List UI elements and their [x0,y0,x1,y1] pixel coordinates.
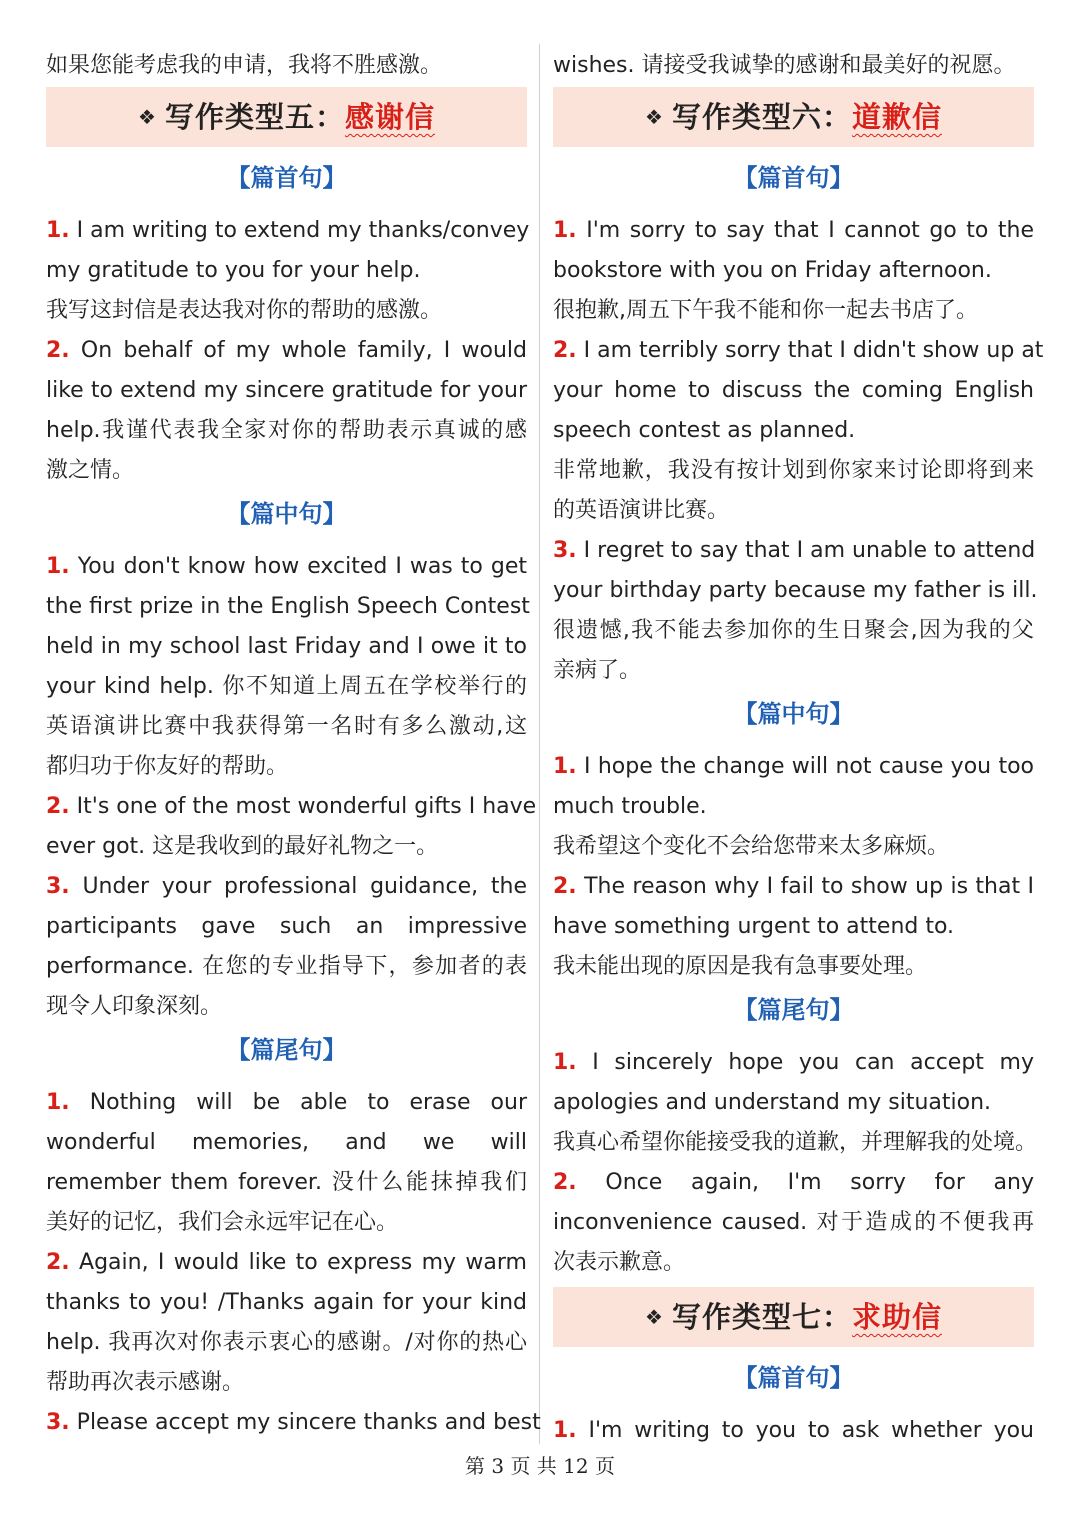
sentence-line: speech contest as planned. [553,418,856,443]
translation-line: 都归功于你友好的帮助。 [46,754,289,779]
translation-line: 我希望这个变化不会给您带来太多麻烦。 [553,834,950,859]
item-number: 2. [46,794,70,819]
item-number: 1. [46,218,70,243]
translation-line: 我未能出现的原因是我有急事要处理。 [553,954,928,979]
section-title-accent: 求助信 [851,1300,942,1334]
text-line: wishes. 请接受我诚挚的感谢和最美好的祝愿。 [553,53,1016,78]
translation-line: 英语演讲比赛中我获得第一名时有多么激动,这 [46,714,527,739]
item-number: 3. [553,538,577,563]
sentence-line: inconvenience caused. 对于造成的不便我再 [553,1210,1034,1235]
sentence-line: 1. I'm writing to you to ask whether you [553,1418,1034,1443]
translation-line: 的英语演讲比赛。 [553,498,730,523]
sentence-line: 2. It's one of the most wonderful gifts I have [46,794,537,819]
item-number: 2. [46,338,70,363]
translation-line: 我真心希望你能接受我的道歉，并理解我的处境。 [553,1130,1038,1155]
sentence-line: 1. You don't know how excited I was to get [46,554,527,579]
subheading-body: 【篇中句】 [733,700,854,728]
diamond-bullet-icon: ❖ [645,1305,664,1329]
sentence-line: 2. I am terribly sorry that I didn't show up at [553,338,1044,363]
section-title-label: 写作类型五： [164,100,345,134]
translation-line: 很抱歉,周五下午我不能和你一起去书店了。 [553,298,978,323]
item-number: 1. [46,1090,70,1115]
translation-line: 帮助再次表示感谢。 [46,1370,245,1395]
sentence-line: 1. I am writing to extend my thanks/convey [46,218,530,243]
sentence-line: 1. I'm sorry to say that I cannot go to the [553,218,1034,243]
sentence-line: 2. On behalf of my whole family, I would [46,338,527,363]
subheading-closing: 【篇尾句】 [733,996,854,1024]
sentence-line: ever got. 这是我收到的最好礼物之一。 [46,834,439,859]
sentence-line: help. 我再次对你表示衷心的感谢。/对你的热心 [46,1330,527,1355]
sentence-line: my gratitude to you for your help. [46,258,421,283]
translation-line: 非常地歉，我没有按计划到你家来讨论即将到来 [553,458,1034,483]
left-column [46,46,541,1443]
section-title-thank-you-letter [46,87,527,147]
sentence-line: 1. I sincerely hope you can accept my [553,1050,1034,1075]
subheading-body: 【篇中句】 [226,500,347,528]
sentence-line: 3. Please accept my sincere thanks and best [46,1410,541,1435]
item-number: 3. [46,1410,70,1435]
subheading-opening: 【篇首句】 [733,164,854,192]
sentence-line: have something urgent to attend to. [553,914,955,939]
item-number: 1. [553,1050,577,1075]
subheading-opening: 【篇首句】 [226,164,347,192]
translation-line: 亲病了。 [553,658,642,683]
sentence-line: 1. I hope the change will not cause you too [553,754,1034,779]
sentence-line: thanks to you! /Thanks again for your kind [46,1290,527,1315]
section-title-help-letter [553,1287,1034,1347]
item-number: 3. [46,874,70,899]
sentence-line: your home to discuss the coming English [553,378,1034,403]
item-number: 2. [553,338,577,363]
sentence-line: much trouble. [553,794,707,819]
page-footer: 第 3 页 共 12 页 [465,1454,615,1478]
sentence-line: participants gave such an impressive [46,914,527,939]
subheading-opening: 【篇首句】 [733,1364,854,1392]
sentence-line: performance. 在您的专业指导下，参加者的表 [46,954,527,979]
translation-line: 很遗憾,我不能去参加你的生日聚会,因为我的父 [553,618,1034,643]
sentence-line: 3. Under your professional guidance, the [46,874,527,899]
sentence-line: held in my school last Friday and I owe it to [46,634,527,659]
translation-line: 美好的记忆，我们会永远牢记在心。 [46,1210,399,1235]
translation-line: 次表示歉意。 [553,1250,686,1275]
translation-line: 激之情。 [46,458,135,483]
sentence-line: remember them forever. 没什么能抹掉我们 [46,1170,527,1195]
sentence-line: wonderful memories, and we will [46,1130,527,1155]
sentence-line: 2. The reason why I fail to show up is that I [553,874,1035,899]
translation-line: 我写这封信是表达我对你的帮助的感激。 [46,298,443,323]
text-line: 如果您能考虑我的申请，我将不胜感激。 [46,53,443,78]
diamond-bullet-icon: ❖ [138,105,157,129]
sentence-line: 2. Once again, I'm sorry for any [553,1170,1035,1195]
sentence-line: your kind help. 你不知道上周五在学校举行的 [46,674,527,699]
sentence-line: 2. Again, I would like to express my warm [46,1250,527,1275]
item-number: 1. [46,554,70,579]
item-number: 1. [553,1418,577,1443]
item-number: 2. [553,1170,577,1195]
right-column [553,46,1044,1451]
section-title-apology-letter [553,87,1034,147]
sentence-line: bookstore with you on Friday afternoon. [553,258,992,283]
sentence-line: the first prize in the English Speech Contest [46,594,530,619]
sentence-line: apologies and understand my situation. [553,1090,992,1115]
item-number: 1. [553,218,577,243]
diamond-bullet-icon: ❖ [645,105,664,129]
translation-line: 现令人印象深刻。 [46,994,223,1019]
subheading-closing: 【篇尾句】 [226,1036,347,1064]
section-title-accent: 感谢信 [344,100,435,134]
sentence-line: help.我谨代表我全家对你的帮助表示真诚的感 [46,418,527,443]
sentence-line: 1. Nothing will be able to erase our [46,1090,527,1115]
section-title-label: 写作类型七： [671,1300,852,1334]
sentence-line: your birthday party because my father is ill. [553,578,1038,603]
item-number: 2. [553,874,577,899]
item-number: 1. [553,754,577,779]
item-number: 2. [46,1250,70,1275]
section-title-label: 写作类型六： [671,100,852,134]
column-divider [539,44,540,1444]
sentence-line: 3. I regret to say that I am unable to attend [553,538,1036,563]
sentence-line: like to extend my sincere gratitude for your [46,378,527,403]
section-title-accent: 道歉信 [851,100,942,134]
